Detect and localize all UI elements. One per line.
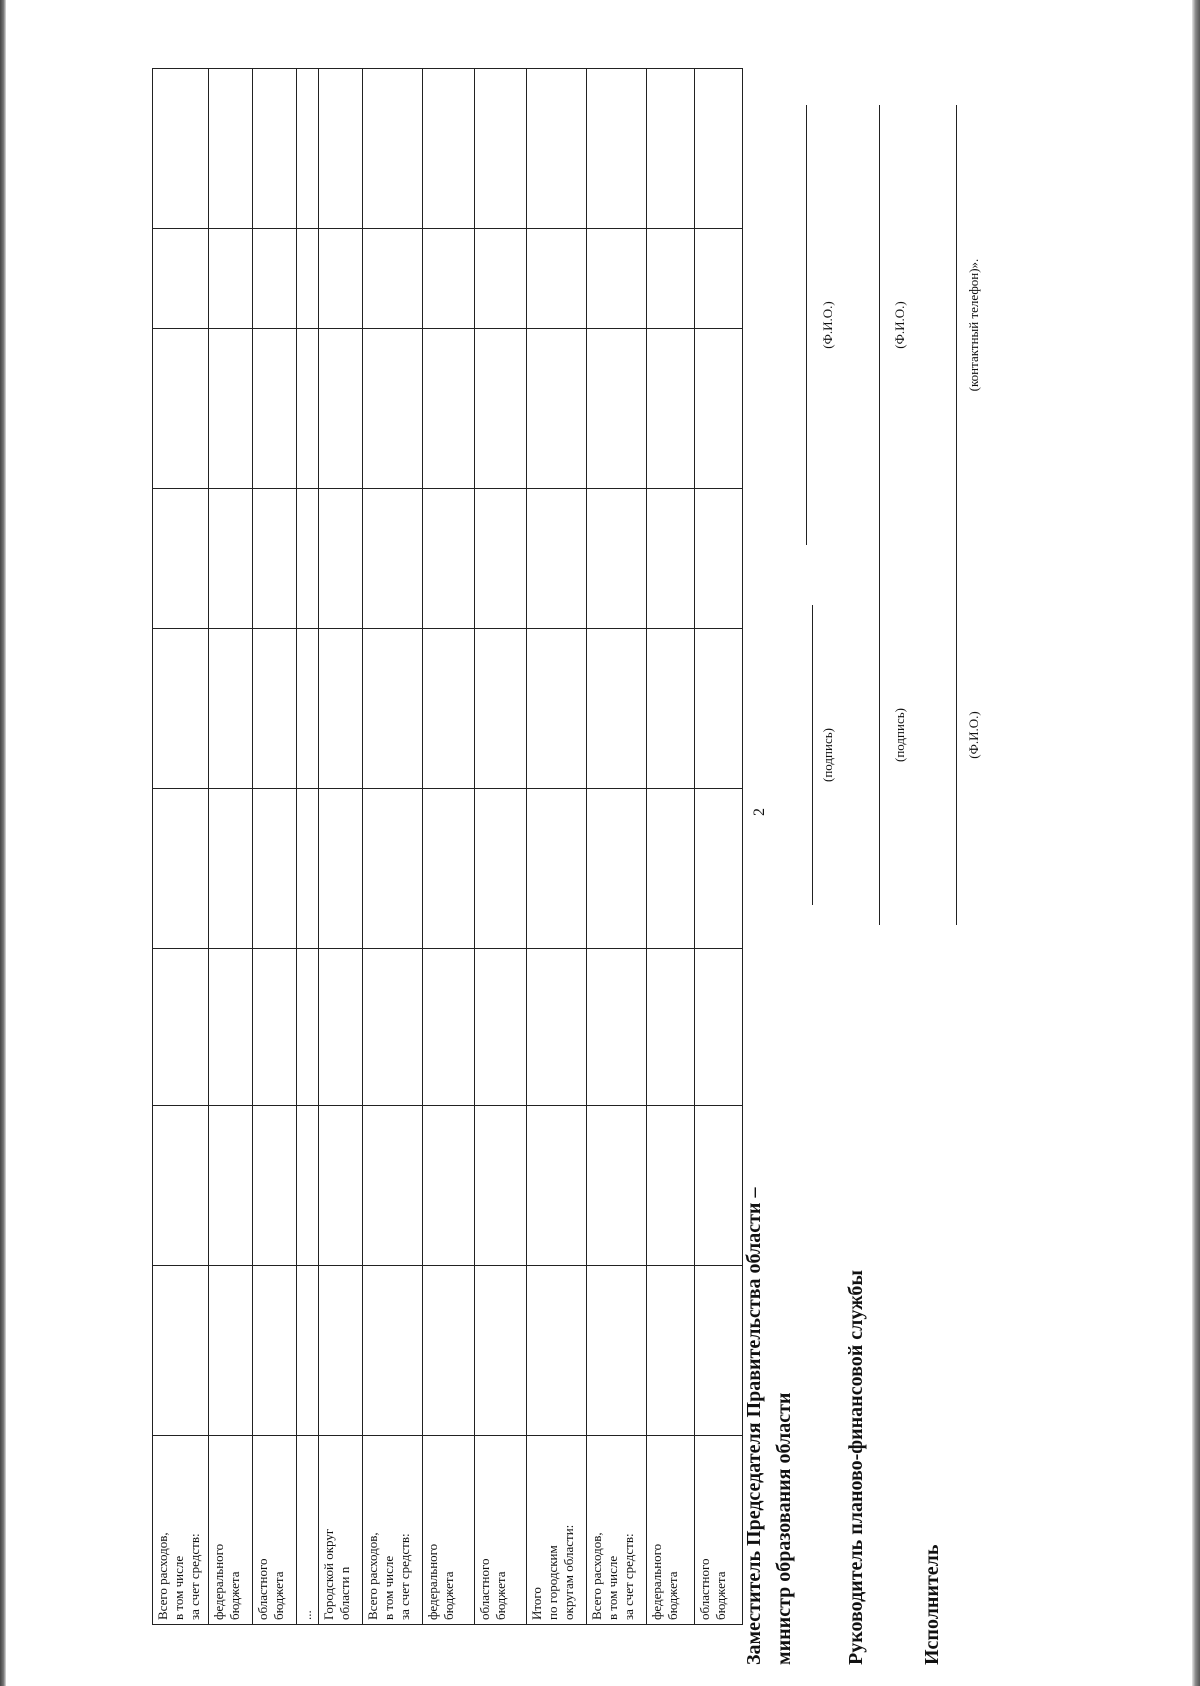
empty-cell — [319, 69, 363, 229]
row-label-line: бюджета — [665, 1571, 680, 1620]
row-label-line: областного — [255, 1558, 270, 1620]
page-number: 2 — [751, 808, 768, 816]
empty-cell — [209, 229, 253, 329]
empty-cell — [319, 329, 363, 489]
empty-cell — [587, 949, 647, 1106]
row-label-cell — [297, 1436, 319, 1625]
row-label-line: областного — [697, 1558, 712, 1620]
empty-cell — [363, 629, 423, 789]
finance-name-line — [879, 105, 880, 545]
rotated-content — [152, 0, 1037, 1665]
row-label-cell — [209, 1436, 253, 1625]
empty-cell — [253, 629, 297, 789]
empty-cell — [587, 1266, 647, 1436]
empty-cell — [695, 789, 743, 949]
empty-cell — [319, 229, 363, 329]
executor-phone-line — [956, 105, 957, 545]
empty-cell — [153, 1266, 209, 1436]
empty-cell — [253, 229, 297, 329]
table-row — [253, 69, 297, 1625]
empty-cell — [695, 69, 743, 229]
row-label-line: бюджета — [493, 1571, 508, 1620]
deputy-title-line1: Заместитель Председателя Правительства области – — [743, 1187, 765, 1665]
row-label-line: в том числе — [171, 1555, 186, 1620]
empty-cell — [587, 789, 647, 949]
empty-cell — [253, 789, 297, 949]
empty-cell — [475, 1106, 527, 1266]
empty-cell — [475, 229, 527, 329]
empty-cell — [695, 1106, 743, 1266]
executor-name-caption: (Ф.И.О.) — [966, 711, 981, 759]
empty-cell — [587, 629, 647, 789]
row-label-line: за счет средств: — [621, 1533, 636, 1620]
empty-cell — [647, 949, 695, 1106]
empty-cell — [297, 789, 319, 949]
finance-signature-line — [879, 545, 880, 925]
empty-cell — [587, 489, 647, 629]
empty-cell — [153, 629, 209, 789]
row-label-line: бюджета — [713, 1571, 728, 1620]
finance-signature-caption: (подпись) — [892, 708, 907, 762]
row-label-line: в том числе — [381, 1555, 396, 1620]
empty-cell — [153, 1106, 209, 1266]
empty-cell — [253, 69, 297, 229]
row-label-cell — [253, 1436, 297, 1625]
empty-cell — [423, 229, 475, 329]
row-label-line: в том числе — [605, 1555, 620, 1620]
table-row — [423, 69, 475, 1625]
row-label-line: Итого — [529, 1587, 544, 1620]
executor-phone-caption: (контактный телефон)». — [966, 258, 981, 392]
row-label-line: по городским — [545, 1545, 560, 1620]
empty-cell — [475, 329, 527, 489]
empty-cell — [363, 229, 423, 329]
deputy-name-line — [806, 105, 807, 545]
row-label-line: областного — [477, 1558, 492, 1620]
row-label-cell — [423, 1436, 475, 1625]
finance-name-caption: (Ф.И.О.) — [892, 301, 907, 349]
empty-cell — [297, 69, 319, 229]
empty-cell — [253, 1106, 297, 1266]
deputy-signature-line — [812, 605, 813, 905]
empty-cell — [695, 489, 743, 629]
empty-cell — [587, 229, 647, 329]
empty-cell — [527, 229, 587, 329]
empty-cell — [153, 949, 209, 1106]
row-label-line: Городской округ — [321, 1528, 336, 1620]
empty-cell — [209, 1106, 253, 1266]
empty-cell — [695, 1266, 743, 1436]
row-label-line: бюджета — [441, 1571, 456, 1620]
empty-cell — [253, 329, 297, 489]
empty-cell — [527, 69, 587, 229]
empty-cell — [209, 629, 253, 789]
row-label-line: бюджета — [227, 1571, 242, 1620]
empty-cell — [209, 489, 253, 629]
scan-edge-right — [1192, 0, 1200, 1686]
table-row — [363, 69, 423, 1625]
empty-cell — [695, 329, 743, 489]
empty-cell — [319, 629, 363, 789]
row-label-line: федерального — [425, 1543, 440, 1620]
row-label-line: за счет средств: — [187, 1533, 202, 1620]
empty-cell — [475, 629, 527, 789]
empty-cell — [695, 629, 743, 789]
empty-cell — [527, 789, 587, 949]
empty-cell — [363, 949, 423, 1106]
empty-cell — [423, 329, 475, 489]
empty-cell — [527, 1106, 587, 1266]
empty-cell — [647, 329, 695, 489]
empty-cell — [527, 1266, 587, 1436]
empty-cell — [527, 629, 587, 789]
empty-cell — [297, 329, 319, 489]
empty-cell — [475, 949, 527, 1106]
deputy-signature-caption: (подпись) — [820, 728, 835, 782]
empty-cell — [153, 69, 209, 229]
empty-cell — [153, 489, 209, 629]
empty-cell — [647, 69, 695, 229]
row-label-line: бюджета — [271, 1571, 286, 1620]
row-label-cell — [475, 1436, 527, 1625]
table-row — [587, 69, 647, 1625]
table-row — [527, 69, 587, 1625]
empty-cell — [363, 329, 423, 489]
empty-cell — [695, 229, 743, 329]
row-label-line: федерального — [649, 1543, 664, 1620]
empty-cell — [527, 949, 587, 1106]
empty-cell — [423, 949, 475, 1106]
scan-edge-left — [0, 0, 6, 1686]
empty-cell — [153, 789, 209, 949]
row-label-line: ... — [299, 1610, 314, 1620]
table-row — [475, 69, 527, 1625]
empty-cell — [319, 1266, 363, 1436]
empty-cell — [209, 1266, 253, 1436]
table-row — [153, 69, 209, 1625]
row-label-line: федерального — [211, 1543, 226, 1620]
empty-cell — [363, 789, 423, 949]
empty-cell — [253, 949, 297, 1106]
empty-cell — [253, 489, 297, 629]
empty-cell — [647, 1106, 695, 1266]
table-row — [647, 69, 695, 1625]
empty-cell — [527, 489, 587, 629]
row-label-cell — [319, 1436, 363, 1625]
row-label-line: Всего расходов, — [365, 1532, 380, 1620]
row-label-cell — [695, 1436, 743, 1625]
empty-cell — [319, 949, 363, 1106]
table-row — [319, 69, 363, 1625]
empty-cell — [475, 69, 527, 229]
empty-cell — [423, 489, 475, 629]
row-label-line: округам области: — [561, 1524, 576, 1620]
table-row — [297, 69, 319, 1625]
empty-cell — [475, 1266, 527, 1436]
empty-cell — [475, 489, 527, 629]
empty-cell — [423, 1106, 475, 1266]
empty-cell — [297, 489, 319, 629]
empty-cell — [363, 489, 423, 629]
empty-cell — [297, 1106, 319, 1266]
empty-cell — [587, 1106, 647, 1266]
empty-cell — [587, 329, 647, 489]
empty-cell — [209, 949, 253, 1106]
empty-cell — [209, 329, 253, 489]
deputy-name-caption: (Ф.И.О.) — [820, 301, 835, 349]
empty-cell — [363, 69, 423, 229]
empty-cell — [647, 789, 695, 949]
empty-cell — [297, 229, 319, 329]
row-label-cell — [587, 1436, 647, 1625]
empty-cell — [253, 1266, 297, 1436]
deputy-title-line2: министр образования области — [773, 1392, 795, 1665]
empty-cell — [527, 329, 587, 489]
empty-cell — [297, 629, 319, 789]
empty-cell — [475, 789, 527, 949]
row-label-cell — [647, 1436, 695, 1625]
row-label-cell — [363, 1436, 423, 1625]
executor-name-line — [956, 545, 957, 925]
finance-title: Руководитель планово-финансовой службы — [845, 1270, 867, 1665]
empty-cell — [297, 949, 319, 1106]
empty-cell — [363, 1266, 423, 1436]
report-table — [152, 68, 743, 1625]
empty-cell — [423, 789, 475, 949]
row-label-line: Всего расходов, — [589, 1532, 604, 1620]
empty-cell — [319, 1106, 363, 1266]
empty-cell — [209, 789, 253, 949]
row-label-line: Всего расходов, — [155, 1532, 170, 1620]
empty-cell — [423, 69, 475, 229]
empty-cell — [587, 69, 647, 229]
empty-cell — [209, 69, 253, 229]
empty-cell — [423, 629, 475, 789]
empty-cell — [647, 489, 695, 629]
table-row — [209, 69, 253, 1625]
empty-cell — [319, 789, 363, 949]
row-label-cell — [527, 1436, 587, 1625]
empty-cell — [319, 489, 363, 629]
report-table-body — [153, 69, 743, 1625]
empty-cell — [695, 949, 743, 1106]
empty-cell — [153, 329, 209, 489]
row-label-line: области n — [337, 1566, 352, 1620]
row-label-cell — [153, 1436, 209, 1625]
empty-cell — [297, 1266, 319, 1436]
row-label-line: за счет средств: — [397, 1533, 412, 1620]
empty-cell — [647, 1266, 695, 1436]
empty-cell — [647, 629, 695, 789]
empty-cell — [423, 1266, 475, 1436]
empty-cell — [647, 229, 695, 329]
executor-title: Исполнитель — [921, 1544, 943, 1665]
empty-cell — [363, 1106, 423, 1266]
table-row — [695, 69, 743, 1625]
empty-cell — [153, 229, 209, 329]
